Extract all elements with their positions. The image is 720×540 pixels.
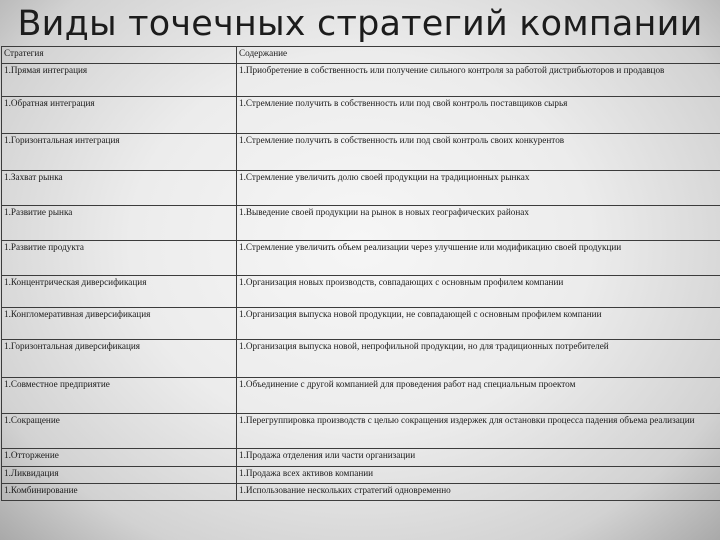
content-cell: 1.Организация новых производств, совпадающих с основным профилем компании [237,276,720,308]
strategy-cell: 1.Отторжение [2,449,237,467]
table-row [2,171,720,206]
content-cell: 1.Стремление получить в собственность или под свой контроль поставщиков сырья [237,97,720,134]
header-cell-strategy: Стратегия [2,47,237,64]
content-cell: 1.Перегруппировка производств с целью сокращения издержек для остановки процесса падения объема реализации [237,414,720,449]
strategy-cell: 1.Концентрическая диверсификация [2,276,237,308]
content-cell: 1.Продажа всех активов компании [237,467,720,484]
table-row [2,449,720,467]
strategy-cell: 1.Обратная интеграция [2,97,237,134]
strategy-cell: 1.Сокращение [2,414,237,449]
strategy-cell: 1.Развитие продукта [2,241,237,276]
content-cell: 1.Стремление увеличить долю своей продукции на традиционных рынках [237,171,720,206]
strategy-table [1,46,720,501]
table-row [2,340,720,378]
content-cell: 1.Стремление увеличить объем реализации через улучшение или модификацию своей продукции [237,241,720,276]
slide-title: Виды точечных стратегий компании [17,4,703,44]
table-row [2,414,720,449]
table-row [2,484,720,501]
table-row [2,134,720,171]
strategy-cell: 1.Ликвидация [2,467,237,484]
table-row [2,241,720,276]
content-cell: 1.Организация выпуска новой продукции, не совпадающей с основным профилем компании [237,308,720,340]
strategy-cell: 1.Горизонтальная диверсификация [2,340,237,378]
content-cell: 1.Объединение с другой компанией для проведения работ над специальным проектом [237,378,720,414]
table-row [2,378,720,414]
content-cell: 1.Приобретение в собственность или получение сильного контроля за работой дистрибьюторов и продавцов [237,64,720,97]
strategy-cell: 1.Совместное предприятие [2,378,237,414]
content-cell: 1.Стремление получить в собственность или под свой контроль своих конкурентов [237,134,720,171]
strategy-cell: 1.Захват рынка [2,171,237,206]
table-row [2,467,720,484]
table-row [2,276,720,308]
table-row [2,308,720,340]
content-cell: 1.Использование нескольких стратегий одновременно [237,484,720,501]
strategy-cell: 1.Комбинирование [2,484,237,501]
strategy-cell: 1.Горизонтальная интеграция [2,134,237,171]
header-cell-content: Содержание [237,47,720,64]
strategy-cell: 1.Прямая интеграция [2,64,237,97]
table-row [2,206,720,241]
content-cell: 1.Организация выпуска новой, непрофильной продукции, но для традиционных потребителей [237,340,720,378]
table-header-row [2,47,720,64]
strategy-cell: 1.Конгломеративная диверсификация [2,308,237,340]
content-cell: 1.Продажа отделения или части организации [237,449,720,467]
table-row [2,64,720,97]
table-row [2,97,720,134]
strategy-cell: 1.Развитие рынка [2,206,237,241]
content-cell: 1.Выведение своей продукции на рынок в новых географических районах [237,206,720,241]
